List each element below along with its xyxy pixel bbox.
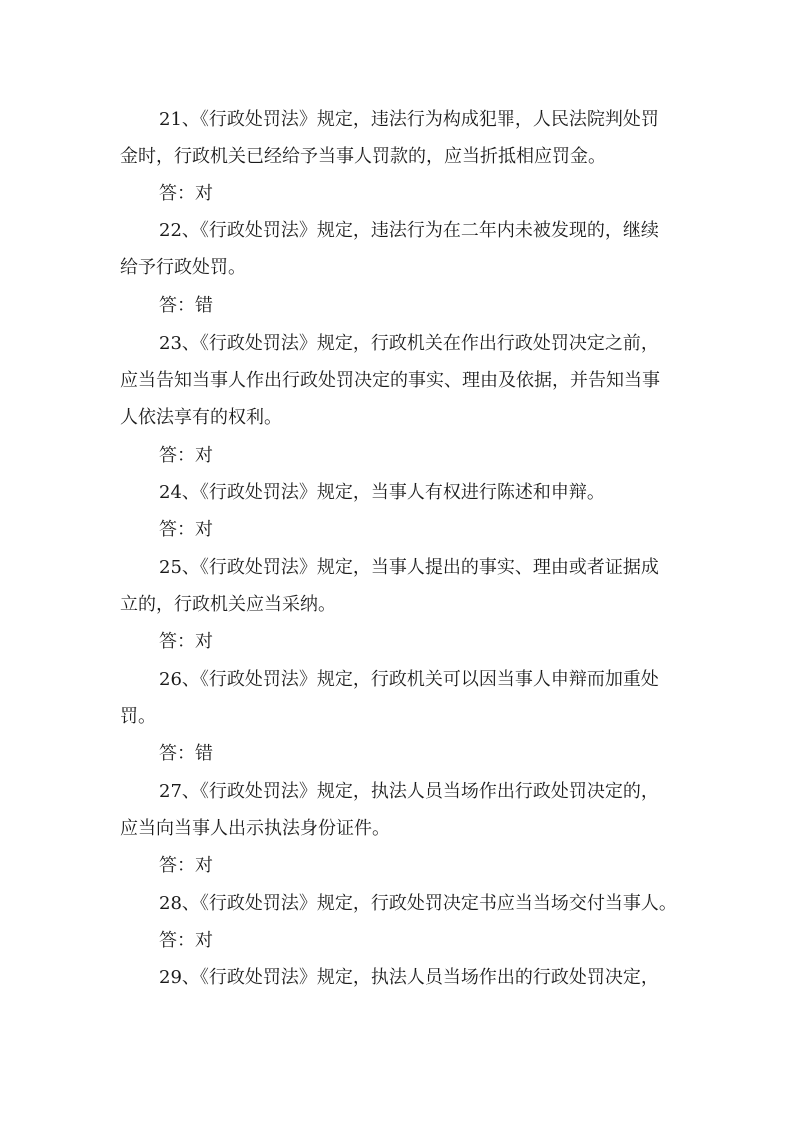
- question-23-line-2: 应当告知当事人作出行政处罚决定的事实、理由及依据，并告知当事: [120, 370, 660, 391]
- question-24-line-1: 24、《行政处罚法》规定，当事人有权进行陈述和申辩。: [159, 482, 605, 503]
- question-27-line-2: 应当向当事人出示执法身份证件。: [120, 818, 390, 839]
- question-26-line-2: 罚。: [120, 706, 156, 727]
- answer-24: 答：对: [159, 519, 213, 540]
- question-28-line-1: 28、《行政处罚法》规定，行政处罚决定书应当当场交付当事人。: [159, 893, 677, 914]
- question-21-line-1: 21、《行政处罚法》规定，违法行为构成犯罪，人民法院判处罚: [159, 109, 659, 130]
- answer-28: 答：对: [159, 930, 213, 951]
- question-23-line-1: 23、《行政处罚法》规定，行政机关在作出行政处罚决定之前，: [159, 333, 659, 354]
- question-29-line-1: 29、《行政处罚法》规定，执法人员当场作出的行政处罚决定，: [159, 967, 659, 988]
- answer-25: 答：对: [159, 631, 213, 652]
- question-22-line-2: 给予行政处罚。: [120, 257, 246, 278]
- answer-23: 答：对: [159, 445, 213, 466]
- question-25-line-2: 立的，行政机关应当采纳。: [120, 594, 336, 615]
- question-25-line-1: 25、《行政处罚法》规定，当事人提出的事实、理由或者证据成: [159, 557, 659, 578]
- answer-22: 答：错: [159, 295, 213, 316]
- question-23-line-3: 人依法享有的权利。: [120, 407, 282, 428]
- question-21-line-2: 金时，行政机关已经给予当事人罚款的，应当折抵相应罚金。: [120, 146, 606, 167]
- answer-27: 答：对: [159, 855, 213, 876]
- question-22-line-1: 22、《行政处罚法》规定，违法行为在二年内未被发现的，继续: [159, 220, 659, 241]
- answer-26: 答：错: [159, 743, 213, 764]
- question-27-line-1: 27、《行政处罚法》规定，执法人员当场作出行政处罚决定的，: [159, 781, 659, 802]
- question-26-line-1: 26、《行政处罚法》规定，行政机关可以因当事人申辩而加重处: [159, 669, 659, 690]
- answer-21: 答：对: [159, 183, 213, 204]
